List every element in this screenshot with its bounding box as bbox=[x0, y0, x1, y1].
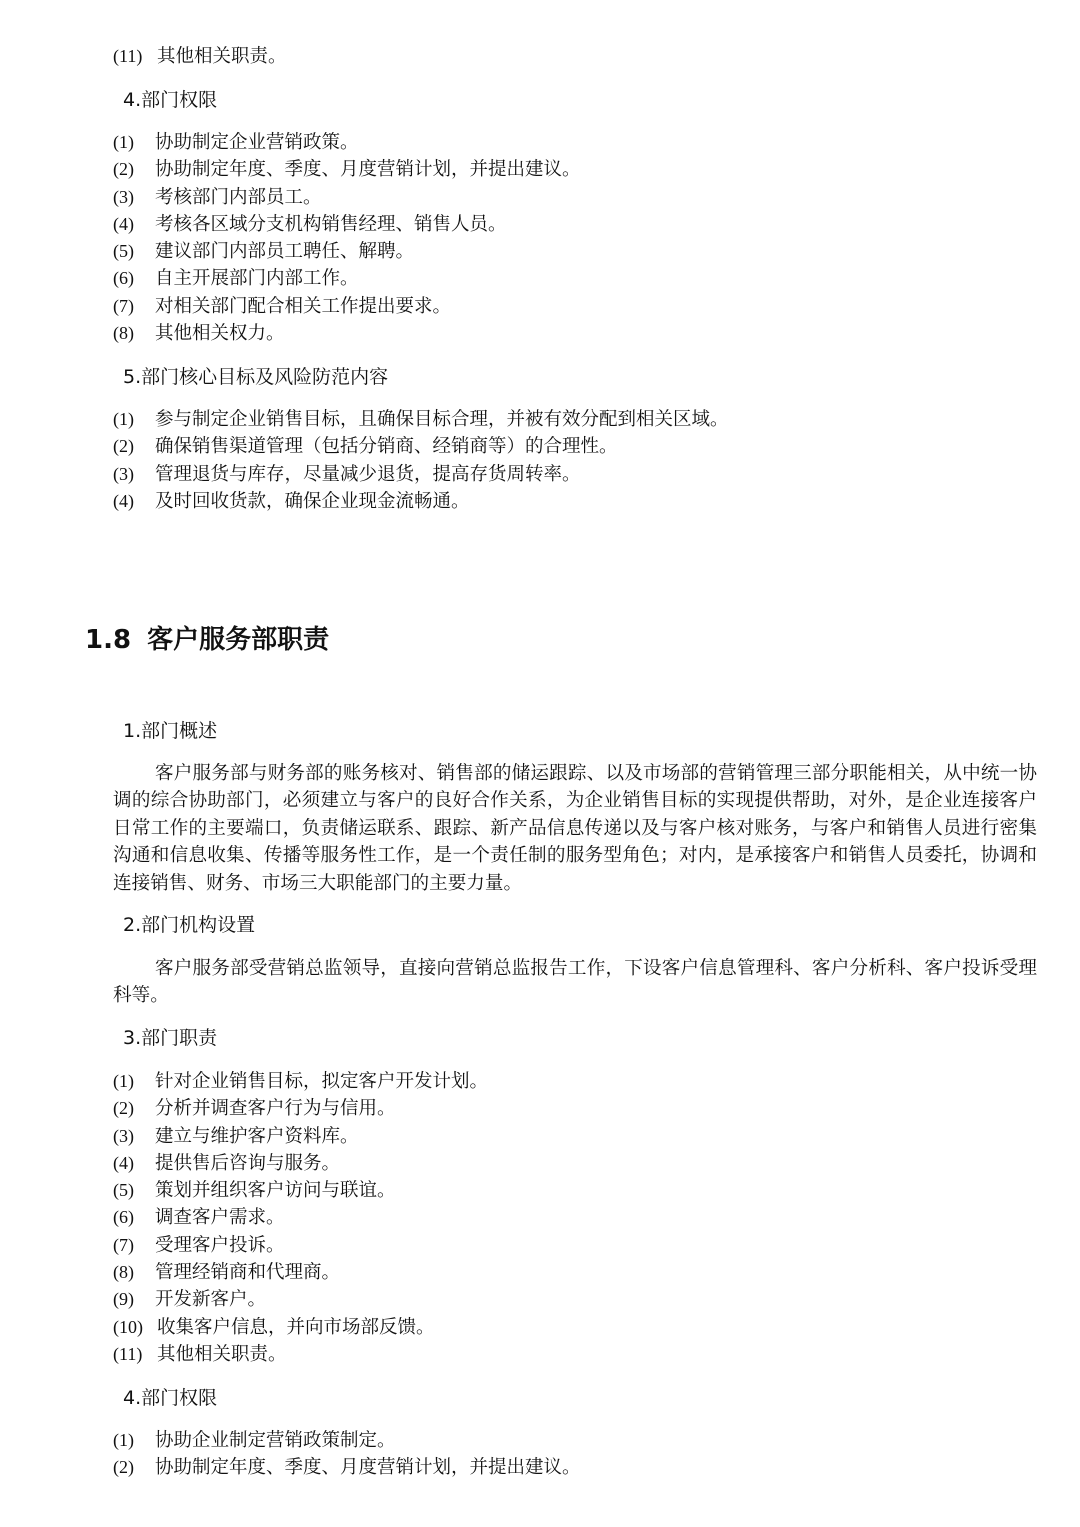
item-number: (2) bbox=[113, 1098, 134, 1119]
item-number: (8) bbox=[113, 323, 134, 344]
overview-paragraph: 客户服务部与财务部的账务核对、销售部的储运跟踪、以及市场部的营销管理三部分职能相关，从中统一协调的综合协助部门，必须建立与客户的良好合作关系，为企业销售目标的实现提供帮助，对外，是企业连接客户日常工作的主要端口，负责储运联系、跟踪、新产品信息传递以及与客户核对账务，与客户和销售人员进行密集沟通和信息收集、传播等服务性工作，是一个责任制的服务型角色；对内，是承接客户和销售人员委托，协调和连接销售、财务、市场三大职能部门的主要力量。 bbox=[113, 763, 1037, 894]
item-number: (1) bbox=[113, 409, 134, 429]
list-item bbox=[113, 1232, 488, 1259]
list-item bbox=[113, 1314, 488, 1341]
list-item bbox=[113, 238, 581, 265]
list-item bbox=[113, 320, 581, 347]
authority-list bbox=[113, 1427, 581, 1482]
item-number: (4) bbox=[113, 490, 134, 511]
item-text: 其他相关权力。 bbox=[155, 323, 285, 345]
item-text: 管理退货与库存，尽量减少退货，提高存货周转率。 bbox=[155, 463, 581, 485]
list-item bbox=[113, 1150, 488, 1177]
item-number: (2) bbox=[113, 159, 134, 180]
list-item bbox=[113, 1177, 488, 1204]
item-text: 自主开展部门内部工作。 bbox=[155, 268, 359, 290]
item-number: (4) bbox=[113, 1152, 134, 1173]
item-text: 策划并组织客户访问与联谊。 bbox=[155, 1180, 396, 1202]
list-item bbox=[113, 1454, 581, 1481]
item-text: 参与制定企业销售目标，且确保目标合理，并被有效分配到相关区域。 bbox=[155, 409, 729, 430]
item-number: (7) bbox=[113, 295, 134, 316]
list-item bbox=[113, 293, 581, 320]
item-text: 建议部门内部员工聘任、解聘。 bbox=[155, 241, 415, 263]
prev-duties-tail-list bbox=[113, 43, 287, 70]
item-text: 其他相关职责。 bbox=[157, 46, 287, 67]
item-number: (6) bbox=[113, 268, 134, 289]
list-item bbox=[113, 1095, 488, 1122]
item-text: 考核各区域分支机构销售经理、销售人员。 bbox=[155, 213, 507, 235]
list-item bbox=[113, 1341, 488, 1368]
list-item bbox=[113, 1204, 488, 1231]
list-item bbox=[113, 156, 581, 183]
item-text: 分析并调查客户行为与信用。 bbox=[155, 1098, 396, 1120]
item-number: (4) bbox=[113, 213, 134, 234]
item-text: 受理客户投诉。 bbox=[155, 1234, 285, 1256]
section-title bbox=[85, 620, 329, 660]
item-text: 针对企业销售目标，拟定客户开发计划。 bbox=[155, 1071, 489, 1092]
item-number: (3) bbox=[113, 1125, 134, 1146]
list-item bbox=[113, 1068, 488, 1095]
list-item bbox=[113, 43, 287, 70]
item-number: (1) bbox=[113, 1071, 134, 1091]
overview-heading: 1.部门概述 bbox=[123, 720, 218, 742]
item-text: 协助制定年度、季度、月度营销计划，并提出建议。 bbox=[155, 1457, 581, 1479]
item-text: 收集客户信息，并向市场部反馈。 bbox=[157, 1316, 435, 1338]
structure-heading: 2.部门机构设置 bbox=[123, 914, 256, 936]
item-number: (3) bbox=[113, 186, 134, 207]
item-text: 开发新客户。 bbox=[155, 1289, 267, 1311]
item-number: (7) bbox=[113, 1234, 134, 1255]
item-text: 调查客户需求。 bbox=[155, 1207, 285, 1229]
list-item bbox=[113, 433, 729, 460]
item-text: 考核部门内部员工。 bbox=[155, 186, 322, 208]
item-number: (11) bbox=[113, 1343, 143, 1364]
item-text: 对相关部门配合相关工作提出要求。 bbox=[155, 295, 452, 317]
item-text: 提供售后咨询与服务。 bbox=[155, 1152, 341, 1174]
item-number: (2) bbox=[113, 436, 134, 457]
item-number: (10) bbox=[113, 1316, 143, 1337]
item-number: (2) bbox=[113, 1457, 134, 1478]
item-number: (5) bbox=[113, 241, 134, 262]
list-item bbox=[113, 406, 729, 433]
list-item bbox=[113, 129, 581, 156]
prev-authority-list bbox=[113, 129, 581, 347]
item-text: 协助制定企业营销政策。 bbox=[155, 132, 359, 153]
item-text: 建立与维护客户资料库。 bbox=[155, 1125, 359, 1147]
item-number: (3) bbox=[113, 463, 134, 484]
item-text: 协助企业制定营销政策制定。 bbox=[155, 1430, 396, 1451]
authority-heading: 4.部门权限 bbox=[123, 1387, 218, 1409]
item-number: (8) bbox=[113, 1262, 134, 1283]
section-title-text: 客户服务部职责 bbox=[147, 625, 330, 655]
list-item bbox=[113, 1259, 488, 1286]
section-number: 1.8 bbox=[85, 625, 132, 655]
prev-core-goals-heading: 5.部门核心目标及风险防范内容 bbox=[123, 366, 389, 388]
item-number: (1) bbox=[113, 132, 134, 152]
item-text: 管理经销商和代理商。 bbox=[155, 1262, 341, 1284]
list-item bbox=[113, 1123, 488, 1150]
prev-authority-heading: 4.部门权限 bbox=[123, 89, 218, 111]
item-text: 协助制定年度、季度、月度营销计划，并提出建议。 bbox=[155, 159, 581, 181]
item-number: (11) bbox=[113, 46, 143, 66]
list-item bbox=[113, 265, 581, 292]
item-number: (1) bbox=[113, 1430, 134, 1450]
item-text: 及时回收货款，确保企业现金流畅通。 bbox=[155, 490, 470, 512]
list-item bbox=[113, 488, 729, 515]
list-item bbox=[113, 461, 729, 488]
item-number: (5) bbox=[113, 1180, 134, 1201]
item-number: (9) bbox=[113, 1289, 134, 1310]
duties-heading: 3.部门职责 bbox=[123, 1027, 218, 1049]
list-item bbox=[113, 211, 581, 238]
prev-core-goals-list bbox=[113, 406, 729, 515]
item-text: 其他相关职责。 bbox=[157, 1343, 287, 1365]
list-item bbox=[113, 1286, 488, 1313]
list-item bbox=[113, 184, 581, 211]
item-text: 确保销售渠道管理（包括分销商、经销商等）的合理性。 bbox=[155, 436, 618, 458]
duties-list bbox=[113, 1068, 488, 1368]
list-item bbox=[113, 1427, 581, 1454]
structure-paragraph: 客户服务部受营销总监领导，直接向营销总监报告工作，下设客户信息管理科、客户分析科、客户投诉受理科等。 bbox=[113, 958, 1037, 1007]
item-number: (6) bbox=[113, 1207, 134, 1228]
